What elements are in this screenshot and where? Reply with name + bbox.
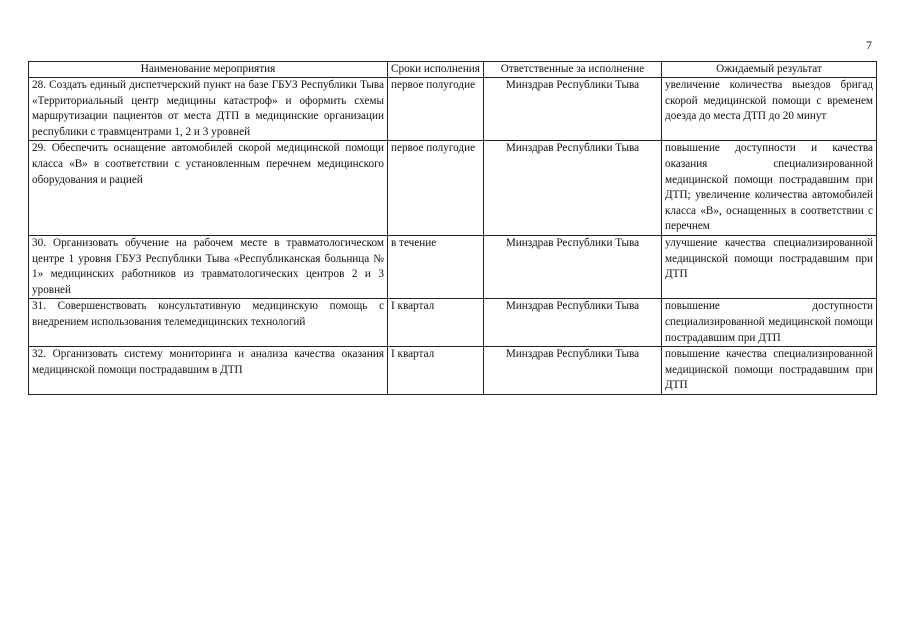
header-event: Наименование мероприятия xyxy=(29,62,388,78)
table-row xyxy=(29,347,877,395)
row-result-cell: повышение доступности и качества оказания специализированной медицинской помощи пострадавшим при ДТП; увеличение количества автомобилей класса «В», оснащенных в соответствии с перечнем xyxy=(662,141,877,236)
row-event-cell: 32. Организовать систему мониторинга и анализа качества оказания медицинской помощи пострадавшим в ДТП xyxy=(29,347,388,395)
row-event-cell: 29. Обеспечить оснащение автомобилей скорой медицинской помощи класса «В» в соответствии с установленным перечнем медицинского оборудования и рацией xyxy=(29,141,388,236)
row-term-cell: I квартал xyxy=(388,347,484,395)
row-responsible-cell: Минздрав Республики Тыва xyxy=(484,235,662,298)
row-result-cell: улучшение качества специализированной медицинской помощи пострадавшим при ДТП xyxy=(662,235,877,298)
row-event-cell: 28. Создать единый диспетчерский пункт на базе ГБУЗ Республики Тыва «Территориальный центр медицины катастроф» и оформить схемы маршрутизации пациентов от места ДТП в медицинские организации республики с травмцентрами 1, 2 и 3 уровней xyxy=(29,78,388,141)
table-header-row xyxy=(29,62,877,78)
header-result: Ожидаемый результат xyxy=(662,62,877,78)
row-responsible-cell: Минздрав Республики Тыва xyxy=(484,141,662,236)
row-responsible-cell: Минздрав Республики Тыва xyxy=(484,299,662,347)
row-term-cell: первое полугодие xyxy=(388,141,484,236)
row-term-cell: в течение xyxy=(388,235,484,298)
measures-table xyxy=(28,61,877,395)
table-row xyxy=(29,235,877,298)
header-term: Сроки исполнения xyxy=(388,62,484,78)
header-responsible: Ответственные за исполнение xyxy=(484,62,662,78)
row-term-cell: I квартал xyxy=(388,299,484,347)
table-row xyxy=(29,141,877,236)
row-result-cell: увеличение количества выездов бригад скорой медицинской помощи с временем доезда до места ДТП до 20 минут xyxy=(662,78,877,141)
page-number: 7 xyxy=(866,38,872,52)
table-row xyxy=(29,299,877,347)
row-result-cell: повышение качества специализированной медицинской помощи пострадавшим при ДТП xyxy=(662,347,877,395)
row-term-cell: первое полугодие xyxy=(388,78,484,141)
row-responsible-cell: Минздрав Республики Тыва xyxy=(484,78,662,141)
row-result-cell: повышение доступности специализированной медицинской помощи пострадавшим при ДТП xyxy=(662,299,877,347)
row-responsible-cell: Минздрав Республики Тыва xyxy=(484,347,662,395)
row-event-cell: 31. Совершенствовать консультативную медицинскую помощь с внедрением использования телемедицинских технологий xyxy=(29,299,388,347)
table-row xyxy=(29,78,877,141)
row-event-cell: 30. Организовать обучение на рабочем месте в травматологическом центре 1 уровня ГБУЗ Республики Тыва «Республиканская больница № 1» медицинских работников из травматологических центров 2 и 3 уровней xyxy=(29,235,388,298)
